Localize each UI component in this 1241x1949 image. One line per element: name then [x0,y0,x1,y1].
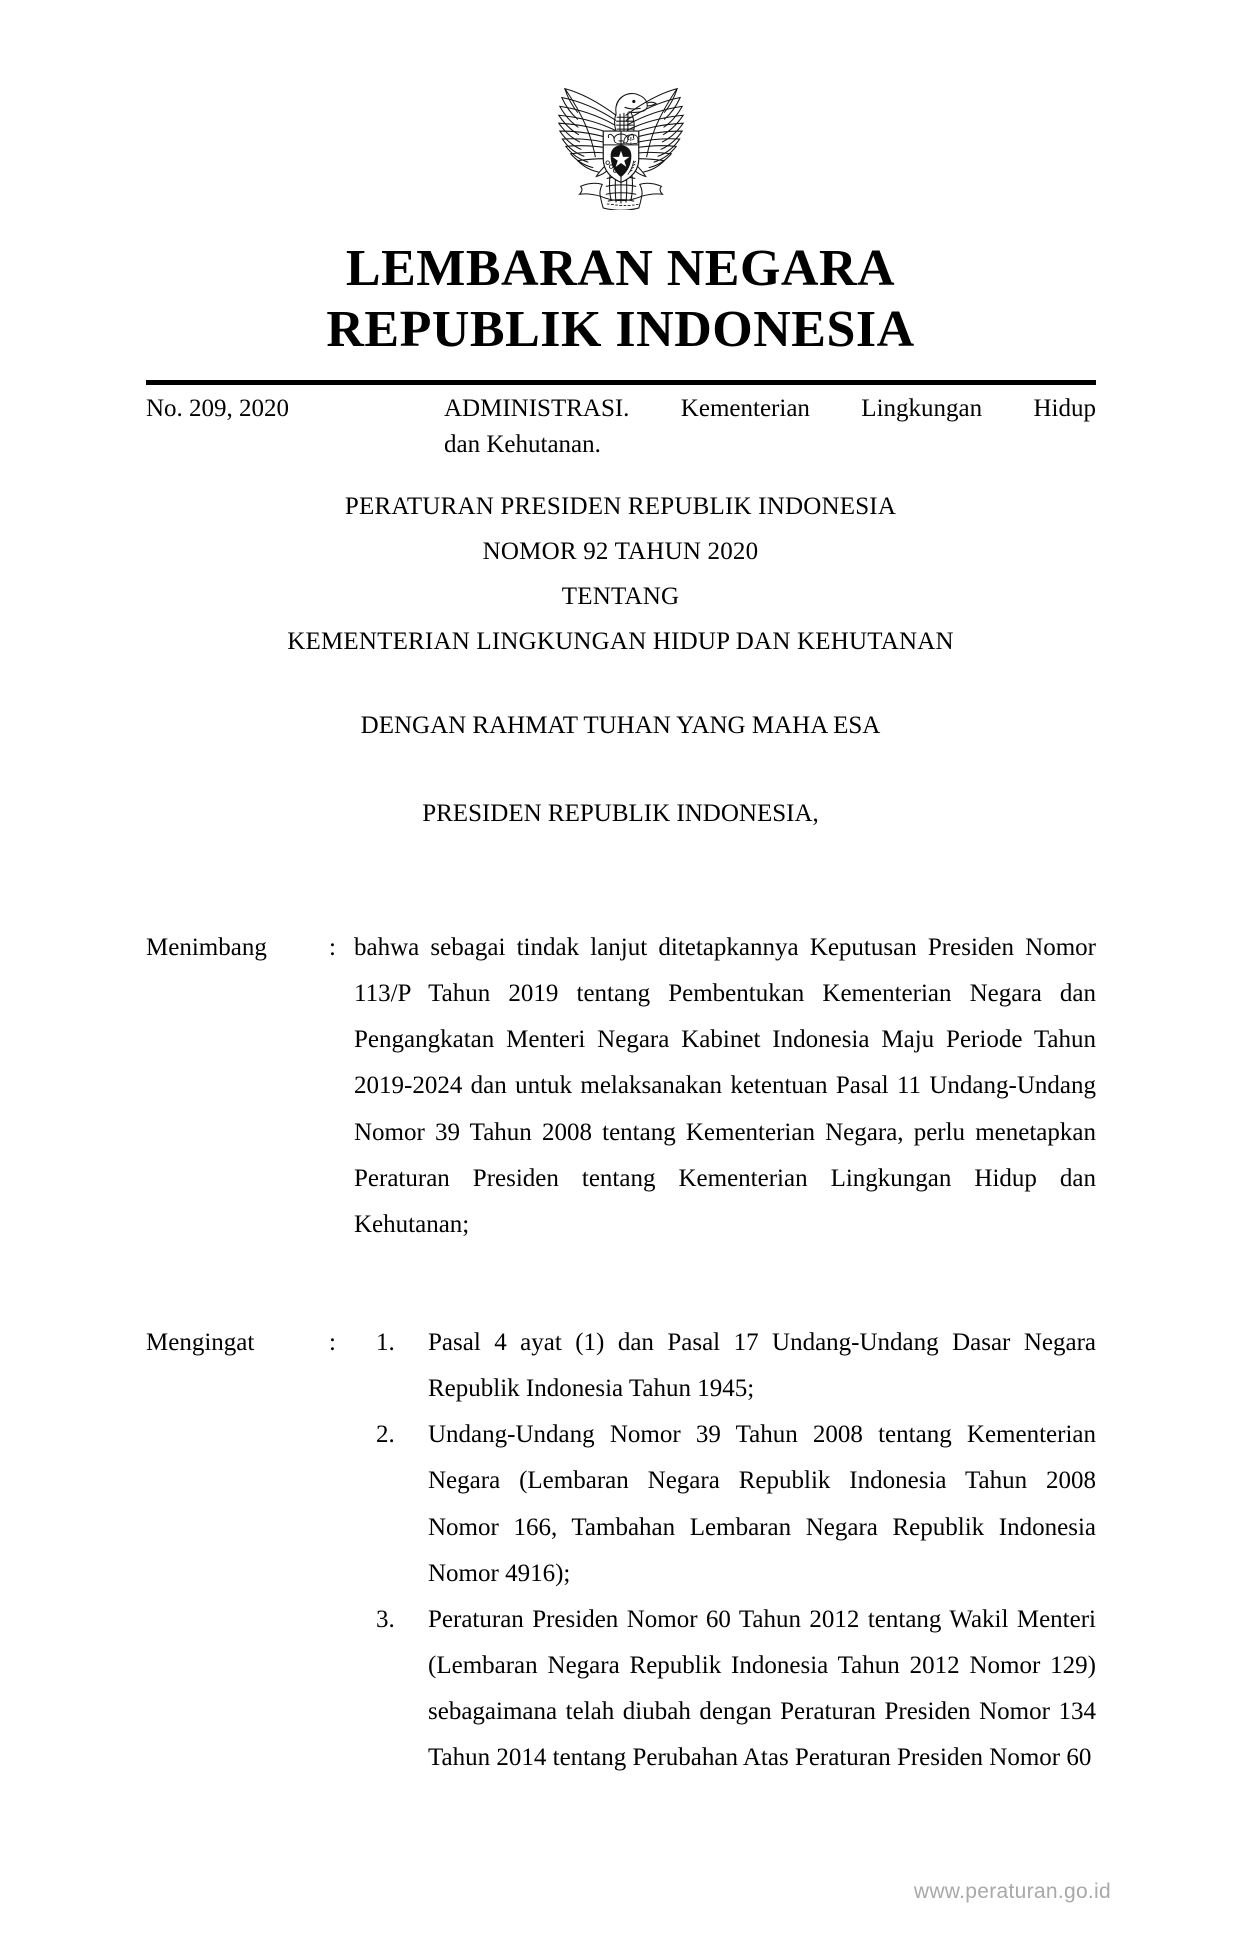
list-item-text: Peraturan Presiden Nomor 60 Tahun 2012 tentang Wakil Menteri (Lembaran Negara Republik Indonesia Tahun 2012 Nomor 129) sebagaimana telah diubah dengan Peraturan Presiden Nomor 134 Tahun 2014 tentang Perubahan Atas Peraturan Presiden Nomor 60 [428,1605,1096,1772]
gazette-subject-line-2: dan Kehutanan. [444,430,601,458]
menimbang-label: Menimbang [146,934,267,961]
menimbang-text: bahwa sebagai tindak lanjut ditetapkannya Keputusan Presiden Nomor 113/P Tahun 2019 tentang Pembentukan Kementerian Negara dan Pengangkatan Menteri Negara Kabinet Indonesia Maju Periode Tahun 2019-2024 dan untuk melaksanakan ketentuan Pasal 11 Undang-Undang Nomor 39 Tahun 2008 tentang Kementerian Negara, perlu menetapkan Peraturan Presiden tentang Kementerian Lingkungan Hidup dan Kehutanan; [354,934,1096,1238]
authority-line: PRESIDEN REPUBLIK INDONESIA, [422,800,819,827]
emblem-container [0,62,1241,215]
list-item [354,1412,1096,1597]
list-item-text: Pasal 4 ayat (1) dan Pasal 17 Undang-Undang Dasar Negara Republik Indonesia Tahun 1945; [428,1329,1096,1403]
title-line-2: NOMOR 92 TAHUN 2020 [482,538,759,565]
menimbang-colon: : [329,934,336,961]
gazette-subject-line-1: ADMINISTRASI. Kementerian Lingkungan Hidup [444,395,1096,422]
masthead-line-1: LEMBARAN NEGARA [345,240,896,297]
mengingat-list [354,1320,1096,1781]
mengingat-colon: : [329,1329,336,1356]
footer-watermark: www.peraturan.go.id [913,1880,1111,1903]
regulation-title-block [0,494,1241,654]
list-item [354,1597,1096,1782]
list-item [354,1320,1096,1412]
title-line-4: KEMENTERIAN LINGKUNGAN HIDUP DAN KEHUTANAN [287,628,954,655]
title-line-1: PERATURAN PRESIDEN REPUBLIK INDONESIA [344,493,897,520]
masthead-line-2: REPUBLIK INDONESIA [326,301,915,359]
mengingat-label: Mengingat [146,1329,255,1356]
list-item-marker: 3. [376,1605,395,1633]
list-item-marker: 2. [376,1421,395,1449]
blessing-line: DENGAN RAHMAT TUHAN YANG MAHA ESA [360,712,881,739]
header-divider [146,380,1096,385]
garuda-pancasila-emblem [541,62,701,210]
gazette-number: No. 209, 2020 [146,395,290,422]
gazette-subject [444,391,1096,462]
list-item-text: Undang-Undang Nomor 39 Tahun 2008 tentang Kementerian Negara (Lembaran Negara Republik Indonesia Tahun 2008 Nomor 166, Tambahan Lembaran Negara Republik Indonesia Nomor 4916); [428,1421,1096,1587]
list-item-marker: 1. [376,1329,395,1356]
masthead [0,238,1241,361]
title-line-3: TENTANG [561,583,680,610]
